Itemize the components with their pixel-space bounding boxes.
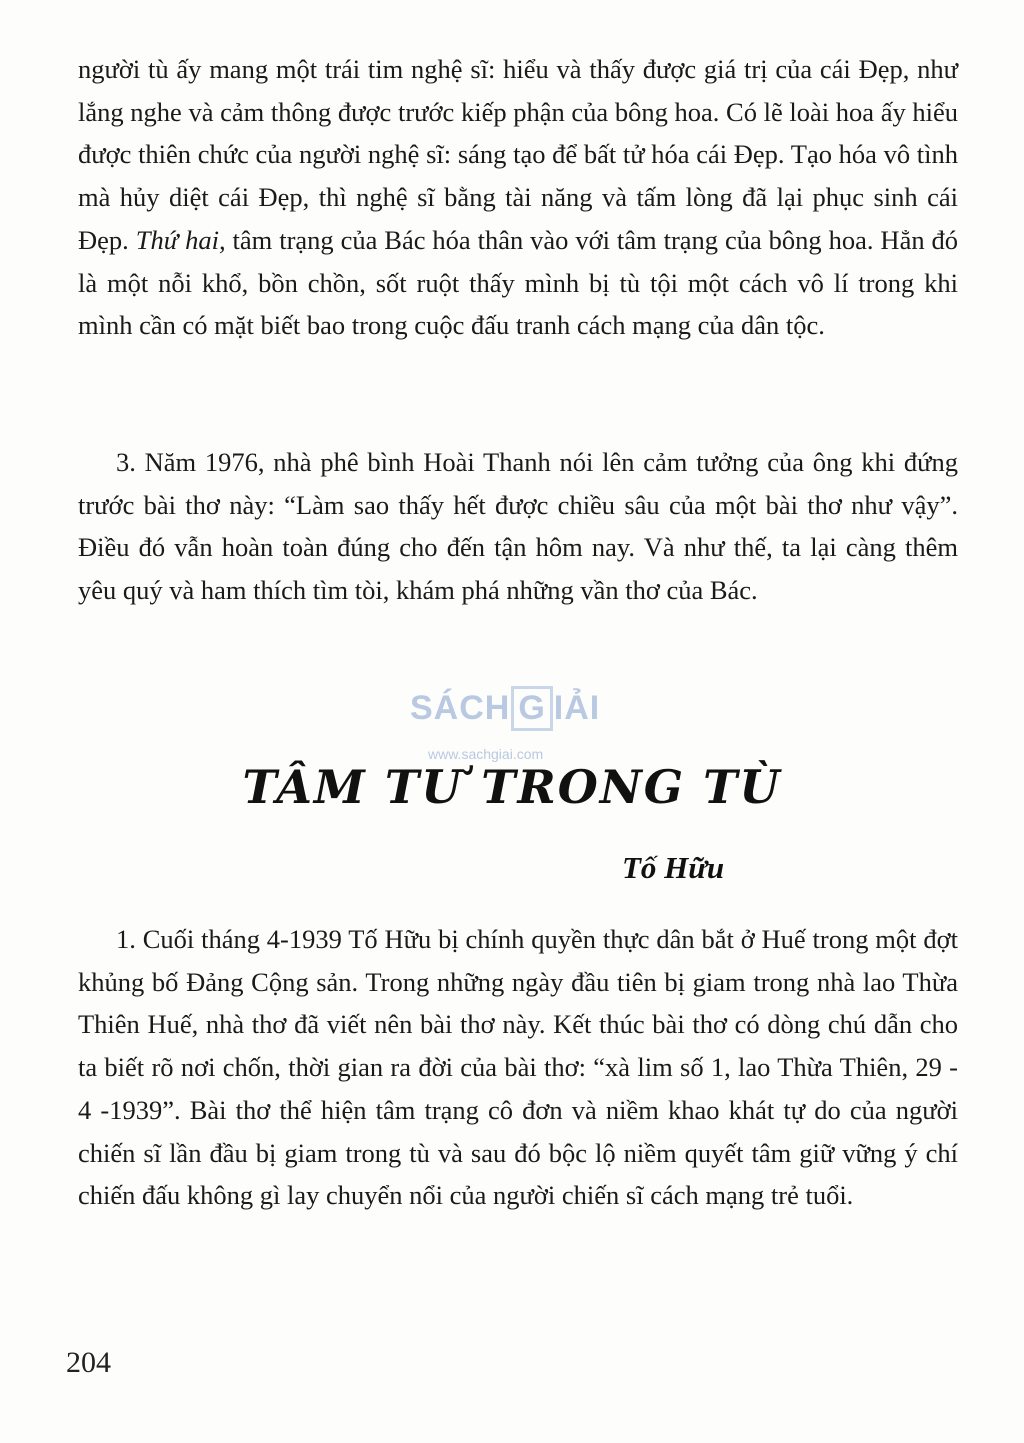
paragraph-text-rest: tâm trạng của Bác hóa thân vào với tâm trạng của bông hoa. Hẳn đó là một nỗi khổ, bồn chồn, sốt ruột thấy mình bị tù tội một cách vô lí trong khi mình cần có mặt biết bao trong cuộc đấu tranh cách mạng của dân tộc. (78, 224, 959, 341)
paragraph-point-3: 3. Năm 1976, nhà phê bình Hoài Thanh nói lên cảm tưởng của ông khi đứng trước bài thơ này: “Làm sao thấy hết được chiều sâu của một bài thơ như vậy”. Điều đó vẫn hoàn toàn đúng cho đến tận hôm nay. Và như thế, ta lại càng thêm yêu quý và ham thích tìm tòi, khám phá những vần thơ của Bác. (78, 447, 958, 606)
paragraph-text: người tù ấy mang một trái tim nghệ sĩ: hiểu và thấy được giá trị của cái Đẹp, như lắng nghe và cảm thông được trước kiếp phận của bông hoa. Có lẽ loài hoa ấy hiểu được thiên chức của người nghệ sĩ: sáng tạo để bất tử hóa cái Đẹp. Tạo hóa vô tình mà hủy diệt cái Đẹp, thì nghệ sĩ bằng tài năng và tấm lòng đã lại phục sinh cái Đẹp. (78, 54, 958, 255)
watermark-logo-left: SÁCH (410, 689, 511, 727)
italic-phrase: Thứ hai, (135, 224, 226, 255)
section-title: TÂM TƯ TRONG TÙ (242, 760, 782, 814)
watermark-logo (410, 686, 600, 731)
watermark-logo-box: G (511, 686, 552, 731)
page-number: 204 (66, 1346, 111, 1379)
paragraph-point-1: 1. Cuối tháng 4-1939 Tố Hữu bị chính quyền thực dân bắt ở Huế trong một đợt khủng bố Đảng Cộng sản. Trong những ngày đầu tiên bị giam trong nhà lao Thừa Thiên Huế, nhà thơ đã viết nên bài thơ này. Kết thúc bài thơ có dòng chú dẫn cho ta biết rõ nơi chốn, thời gian ra đời của bài thơ: “xà lim số 1, lao Thừa Thiên, 29 - 4 -1939”. Bài thơ thể hiện tâm trạng cô đơn và niềm khao khát tự do của người chiến sĩ lần đầu bị giam trong tù và sau đó bộc lộ niềm quyết tâm giữ vững ý chí chiến đấu không gì lay chuyển nổi của người chiến sĩ cách mạng trẻ tuổi. (78, 924, 958, 1211)
paragraph-continuation (78, 48, 958, 347)
watermark-logo-right: IẢI (553, 689, 601, 727)
watermark (410, 672, 620, 762)
section-author: Tố Hữu (622, 850, 725, 885)
watermark-url: www.sachgiai.com (428, 746, 544, 762)
